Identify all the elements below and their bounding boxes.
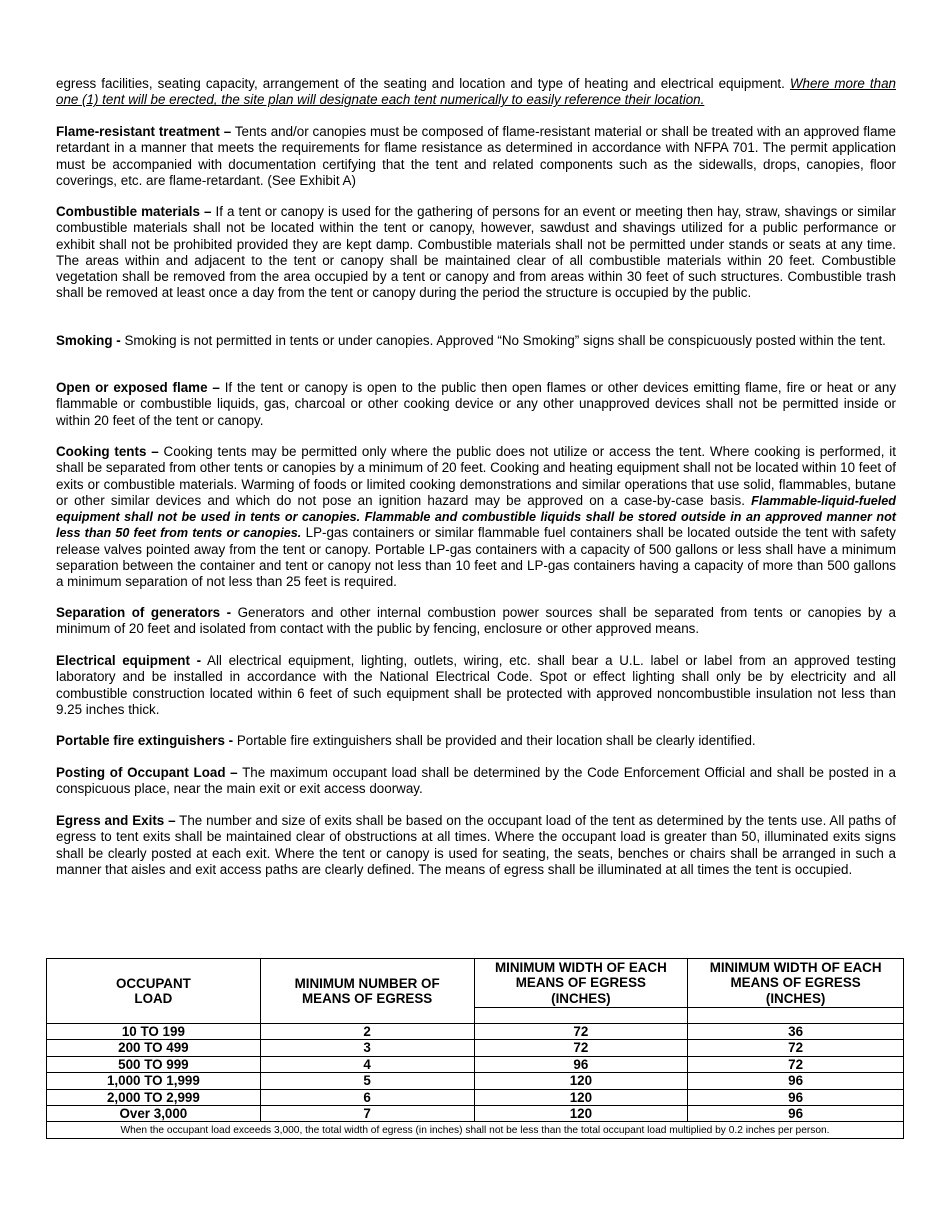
min-number-cell: 3 — [260, 1040, 474, 1056]
occupant-load-cell: 1,000 TO 1,999 — [47, 1073, 261, 1089]
generators-heading: Separation of generators - — [56, 605, 232, 620]
header-blank-b — [688, 1008, 904, 1024]
cooking-tents-text-after: LP-gas containers or similar flammable fuel containers shall be located outside the tent with safety release valves pointed away from the tent or canopy. Portable LP-gas containers with a capacity of 500 gallons or less shall have a minimum separation between the container and tent or canopy not less than 10 feet and LP-gas containers having a capacity of more than 500 gallons a minimum separation of not less than 25 feet is required. — [56, 525, 896, 590]
min-number-cell: 7 — [260, 1106, 474, 1122]
min-width-b-cell: 36 — [688, 1024, 904, 1040]
min-number-cell: 2 — [260, 1024, 474, 1040]
table-row — [47, 1024, 904, 1040]
min-width-a-cell: 120 — [474, 1106, 688, 1122]
open-flame-paragraph — [56, 380, 896, 429]
electrical-paragraph — [56, 653, 896, 718]
electrical-heading: Electrical equipment - — [56, 653, 202, 668]
extinguishers-paragraph — [56, 733, 896, 749]
flame-resistant-text: Tents and/or canopies must be composed of flame-resistant material or shall be treated with an approved flame retardant in a manner that meets the requirements for flame resistance as determined in accordance with NFPA 701. The permit application must be accompanied with documentation certifying that the tent and related components such as the sidewalls, drops, canopies, floor coverings, etc. are flame-retardant. (See Exhibit A) — [56, 124, 896, 188]
extinguishers-text: Portable fire extinguishers shall be provided and their location shall be clearly identified. — [233, 733, 756, 748]
occupant-load-heading: Posting of Occupant Load – — [56, 765, 238, 780]
egress-exits-text: The number and size of exits shall be based on the occupant load of the tent as determined by the tents use. All paths of egress to tent exits shall be maintained clear of obstructions at all times. Where the occupant load is greater than 50, illuminated exits signs shall be clearly posted at each exit. Where the tent or canopy is used for seating, the seats, benches or chairs shall be arranged in such a manner that aisles and exit access paths are clearly defined. The means of egress shall be illuminated at all times the tent is occupied. — [56, 813, 896, 877]
header-blank-a — [474, 1008, 688, 1024]
min-width-b-cell: 72 — [688, 1056, 904, 1072]
egress-table — [46, 958, 904, 1139]
header-min-number: MINIMUM NUMBER OF MEANS OF EGRESS — [260, 959, 474, 1024]
generators-text: Generators and other internal combustion power sources shall be separated from tents or canopies by a minimum of 20 feet and isolated from contact with the public by fencing, enclosure or other approved means. — [56, 605, 897, 637]
min-width-a-cell: 120 — [474, 1073, 688, 1089]
min-width-b-cell: 96 — [688, 1089, 904, 1105]
table-note: When the occupant load exceeds 3,000, the total width of egress (in inches) shall not be less than the total occupant load multiplied by 0.2 inches per person. — [47, 1122, 904, 1138]
cooking-tents-emphasis: Flammable-liquid-fueled equipment shall not be used in tents or canopies. Flammable and combustible liquids shall be stored outside in an approved manner not less than 50 feet from tents or canopies. — [56, 493, 896, 541]
min-width-a-cell: 72 — [474, 1040, 688, 1056]
occupant-load-cell: 10 TO 199 — [47, 1024, 261, 1040]
occupant-load-cell: Over 3,000 — [47, 1106, 261, 1122]
intro-text: egress facilities, seating capacity, arrangement of the seating and location and type of heating and electrical equipment. — [56, 76, 790, 91]
intro-emphasis: Where more than one (1) tent will be erected, the site plan will designate each tent numerically to easily reference their location. — [56, 76, 896, 108]
extinguishers-heading: Portable fire extinguishers - — [56, 733, 234, 748]
flame-resistant-paragraph — [56, 124, 896, 189]
min-number-cell: 5 — [260, 1073, 474, 1089]
egress-exits-paragraph — [56, 813, 896, 878]
cooking-tents-paragraph — [56, 444, 896, 591]
occupant-load-cell: 200 TO 499 — [47, 1040, 261, 1056]
cooking-tents-text: Cooking tents may be permitted only where the public does not utilize or access the tent. Where cooking is performed, it shall be separated from other tents or canopies by a minimum of 20 feet. Cooking and heating equipment shall not be located within 10 feet of exits or combustible materials. Warming of foods or limited cooking demonstrations and similar operations that use solid, flammables, butane or other similar devices and which do not pose an ignition hazard may be approved on a case-by-case basis. — [56, 444, 896, 508]
min-width-a-cell: 96 — [474, 1056, 688, 1072]
min-number-cell: 6 — [260, 1089, 474, 1105]
flame-resistant-heading: Flame-resistant treatment – — [56, 124, 232, 139]
table-row — [47, 1106, 904, 1122]
header-min-width-b: MINIMUM WIDTH OF EACH MEANS OF EGRESS (INCHES) — [688, 959, 904, 1008]
occupant-load-cell: 2,000 TO 2,999 — [47, 1089, 261, 1105]
min-number-cell: 4 — [260, 1056, 474, 1072]
header-min-width-a: MINIMUM WIDTH OF EACH MEANS OF EGRESS (INCHES) — [474, 959, 688, 1008]
table-row — [47, 1040, 904, 1056]
table-note-row — [47, 1122, 904, 1138]
min-width-b-cell: 96 — [688, 1073, 904, 1089]
min-width-b-cell: 96 — [688, 1106, 904, 1122]
smoking-heading: Smoking - — [56, 333, 121, 348]
min-width-a-cell: 120 — [474, 1089, 688, 1105]
table-row — [47, 1089, 904, 1105]
min-width-a-cell: 72 — [474, 1024, 688, 1040]
header-occupant-load: OCCUPANT LOAD — [47, 959, 261, 1024]
electrical-text: All electrical equipment, lighting, outlets, wiring, etc. shall bear a U.L. label or label from an approved testing laboratory and be installed in accordance with the National Electrical Code. Spot or effect lighting shall only be by electricity and all combustible construction located within 6 feet of such equipment shall be protected with approved noncombustible insulation not less than 9.25 inches thick. — [56, 653, 896, 717]
open-flame-text: If the tent or canopy is open to the public then open flames or other devices emitting flame, fire or heat or any flammable or combustible liquids, gas, charcoal or other cooking device or any other unapproved devices shall not be permitted inside or within 20 feet of the tent or canopy. — [56, 380, 897, 428]
table-row — [47, 1056, 904, 1072]
cooking-tents-heading: Cooking tents – — [56, 444, 159, 459]
smoking-text: Smoking is not permitted in tents or under canopies. Approved “No Smoking” signs shall be conspicuously posted within the tent. — [120, 333, 886, 348]
open-flame-heading: Open or exposed flame – — [56, 380, 220, 395]
occupant-load-cell: 500 TO 999 — [47, 1056, 261, 1072]
table-row — [47, 1073, 904, 1089]
smoking-paragraph — [56, 333, 896, 349]
generators-paragraph — [56, 605, 896, 638]
combustible-materials-paragraph — [56, 204, 896, 302]
egress-exits-heading: Egress and Exits – — [56, 813, 176, 828]
occupant-load-text: The maximum occupant load shall be determined by the Code Enforcement Official and shall be posted in a conspicuous place, near the main exit or exit access doorway. — [56, 765, 896, 797]
occupant-load-paragraph — [56, 765, 896, 798]
combustible-materials-heading: Combustible materials – — [56, 204, 212, 219]
min-width-b-cell: 72 — [688, 1040, 904, 1056]
combustible-materials-text: If a tent or canopy is used for the gathering of persons for an event or meeting then hay, straw, shavings or similar combustible materials shall not be located within the tent or canopy, however, sawdust and shavings utilized for a public performance or exhibit shall not be prohibited provided they are kept damp. Combustible materials shall not be permitted under stands or seats at any time. The areas within and adjacent to the tent or canopy shall be maintained clear of all combustible materials within 20 feet. Combustible vegetation shall be removed from the area occupied by a tent or canopy and from areas within 30 feet of such structures. Combustible trash shall be removed at least once a day from the tent or canopy during the period the structure is occupied by the public. — [56, 204, 896, 301]
intro-paragraph — [56, 76, 896, 109]
